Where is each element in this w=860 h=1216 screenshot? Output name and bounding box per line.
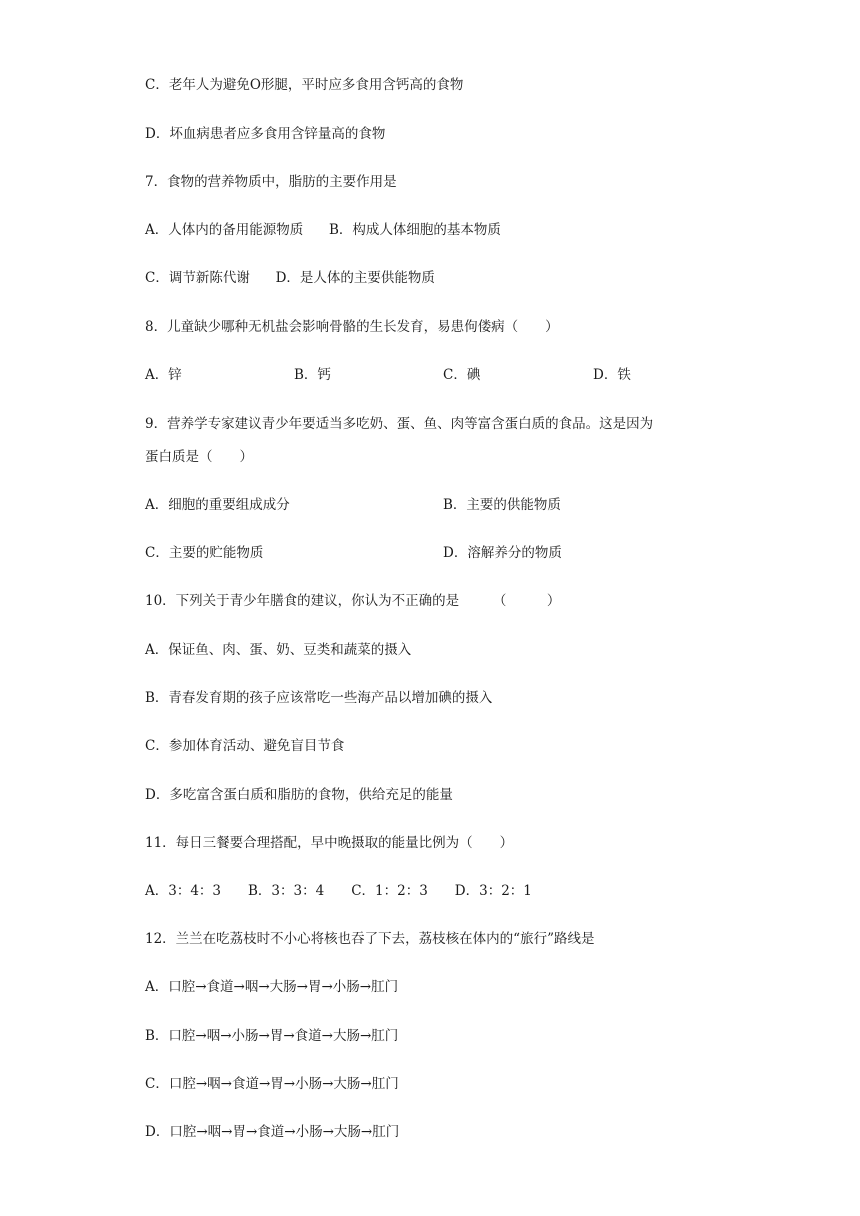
q7-stem: 7．食物的营养物质中，脂肪的主要作用是 — [145, 174, 397, 190]
q12-option-a: A．口腔→食道→咽→大肠→胃→小肠→肛门 — [145, 979, 399, 995]
q8-option-b: B．钙 — [294, 367, 331, 383]
q8-option-c: C．碘 — [443, 367, 481, 383]
q12-option-c: C．口腔→咽→食道→胃→小肠→大肠→肛门 — [145, 1076, 399, 1092]
q10-option-c: C．参加体育活动、避免盲目节食 — [145, 738, 345, 754]
q6-option-c: C．老年人为避免O形腿，平时应多食用含钙高的食物 — [145, 77, 464, 93]
q9-stem-line2: 蛋白质是（ ） — [145, 449, 253, 465]
q12-stem: 12．兰兰在吃荔枝时不小心将核也吞了下去，荔枝核在体内的“旅行”路线是 — [145, 931, 595, 947]
q9-option-a: A．细胞的重要组成成分 — [145, 497, 290, 513]
q9-option-c: C．主要的贮能物质 — [145, 545, 264, 561]
q10-option-d: D．多吃富含蛋白质和脂肪的食物，供给充足的能量 — [145, 787, 453, 803]
q10-option-a: A．保证鱼、肉、蛋、奶、豆类和蔬菜的摄入 — [145, 642, 412, 658]
q7-options-cd: C．调节新陈代谢 D．是人体的主要供能物质 — [145, 270, 435, 286]
q11-options: A．3：4：3 B．3：3：4 C．1：2：3 D．3：2：1 — [145, 883, 532, 899]
q12-option-b: B．口腔→咽→小肠→胃→食道→大肠→肛门 — [145, 1028, 399, 1044]
q12-option-d: D．口腔→咽→胃→食道→小肠→大肠→肛门 — [145, 1124, 400, 1140]
q7-options-ab: A．人体内的备用能源物质 B．构成人体细胞的基本物质 — [145, 222, 501, 238]
q8-option-a: A．锌 — [145, 367, 182, 383]
q9-stem-line1: 9．营养学专家建议青少年要适当多吃奶、蛋、鱼、肉等富含蛋白质的食品。这是因为 — [145, 416, 654, 432]
q6-option-d: D．坏血病患者应多食用含锌量高的食物 — [145, 126, 386, 142]
q8-option-d: D．铁 — [593, 367, 631, 383]
q9-option-d: D．溶解养分的物质 — [443, 545, 562, 561]
q9-option-b: B．主要的供能物质 — [443, 497, 561, 513]
q11-stem: 11．每日三餐要合理搭配，早中晚摄取的能量比例为（ ） — [145, 835, 514, 851]
q10-option-b: B．青春发育期的孩子应该常吃一些海产品以增加碘的摄入 — [145, 690, 493, 706]
q10-stem: 10．下列关于青少年膳食的建议，你认为不正确的是 （ ） — [145, 593, 561, 609]
q8-stem: 8．儿童缺少哪种无机盐会影响骨骼的生长发育，易患佝偻病（ ） — [145, 319, 559, 335]
